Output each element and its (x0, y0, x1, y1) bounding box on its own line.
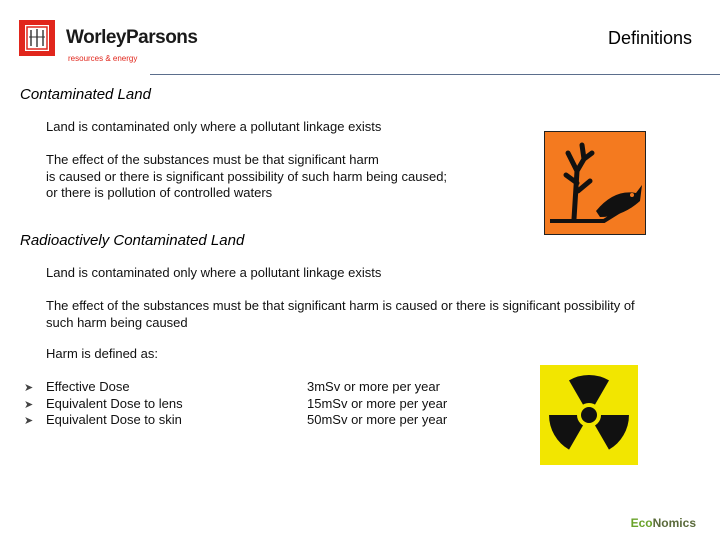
harm-item-value: 3mSv or more per year (307, 379, 440, 394)
harm-item-name: Effective Dose (46, 379, 130, 394)
effect-line: The effect of the substances must be that significant harm (46, 152, 379, 167)
arrowhead-bullet-icon: ➤ (24, 415, 34, 427)
environmental-hazard-icon (544, 131, 646, 240)
harm-item-name: Equivalent Dose to skin (46, 412, 182, 427)
economics-logo (631, 516, 696, 530)
radiation-hazard-icon (540, 365, 638, 470)
contaminated-land-heading: Contaminated Land (20, 86, 151, 103)
contaminated-land-definition: Land is contaminated only where a pollutant linkage exists (46, 119, 382, 134)
harm-item-name: Equivalent Dose to lens (46, 395, 183, 411)
list-item (24, 396, 484, 413)
effect-line: such harm being caused (46, 314, 188, 330)
list-item (24, 412, 484, 429)
radioactive-land-heading: Radioactively Contaminated Land (20, 232, 245, 249)
harm-list (24, 379, 484, 429)
worleyparsons-logo-icon (19, 20, 55, 56)
radioactive-land-definition: Land is contaminated only where a pollutant linkage exists (46, 265, 382, 280)
effect-line: The effect of the substances must be that significant harm is caused or there is significant possibility of (46, 298, 635, 313)
contaminated-land-effect (46, 152, 516, 202)
list-item (24, 379, 484, 396)
arrowhead-bullet-icon: ➤ (24, 398, 34, 411)
logo-part: Nomics (652, 516, 696, 530)
page-title: Definitions (607, 28, 692, 48)
header-divider (150, 74, 720, 75)
harm-item-value: 15mSv or more per year (307, 395, 448, 411)
harm-item-value: 50mSv or more per year (307, 412, 448, 427)
logo-part: Eco (630, 516, 653, 530)
effect-line: or there is pollution of controlled waters (46, 185, 273, 200)
brand-name: WorleyParsons (66, 27, 198, 48)
effect-line: is caused or there is significant possibility of such harm being caused; (46, 168, 448, 184)
harm-defined-label: Harm is defined as: (46, 346, 158, 361)
brand-tagline: resources & energy (68, 54, 138, 63)
radioactive-land-effect (46, 298, 706, 331)
arrowhead-bullet-icon: ➤ (24, 382, 34, 394)
